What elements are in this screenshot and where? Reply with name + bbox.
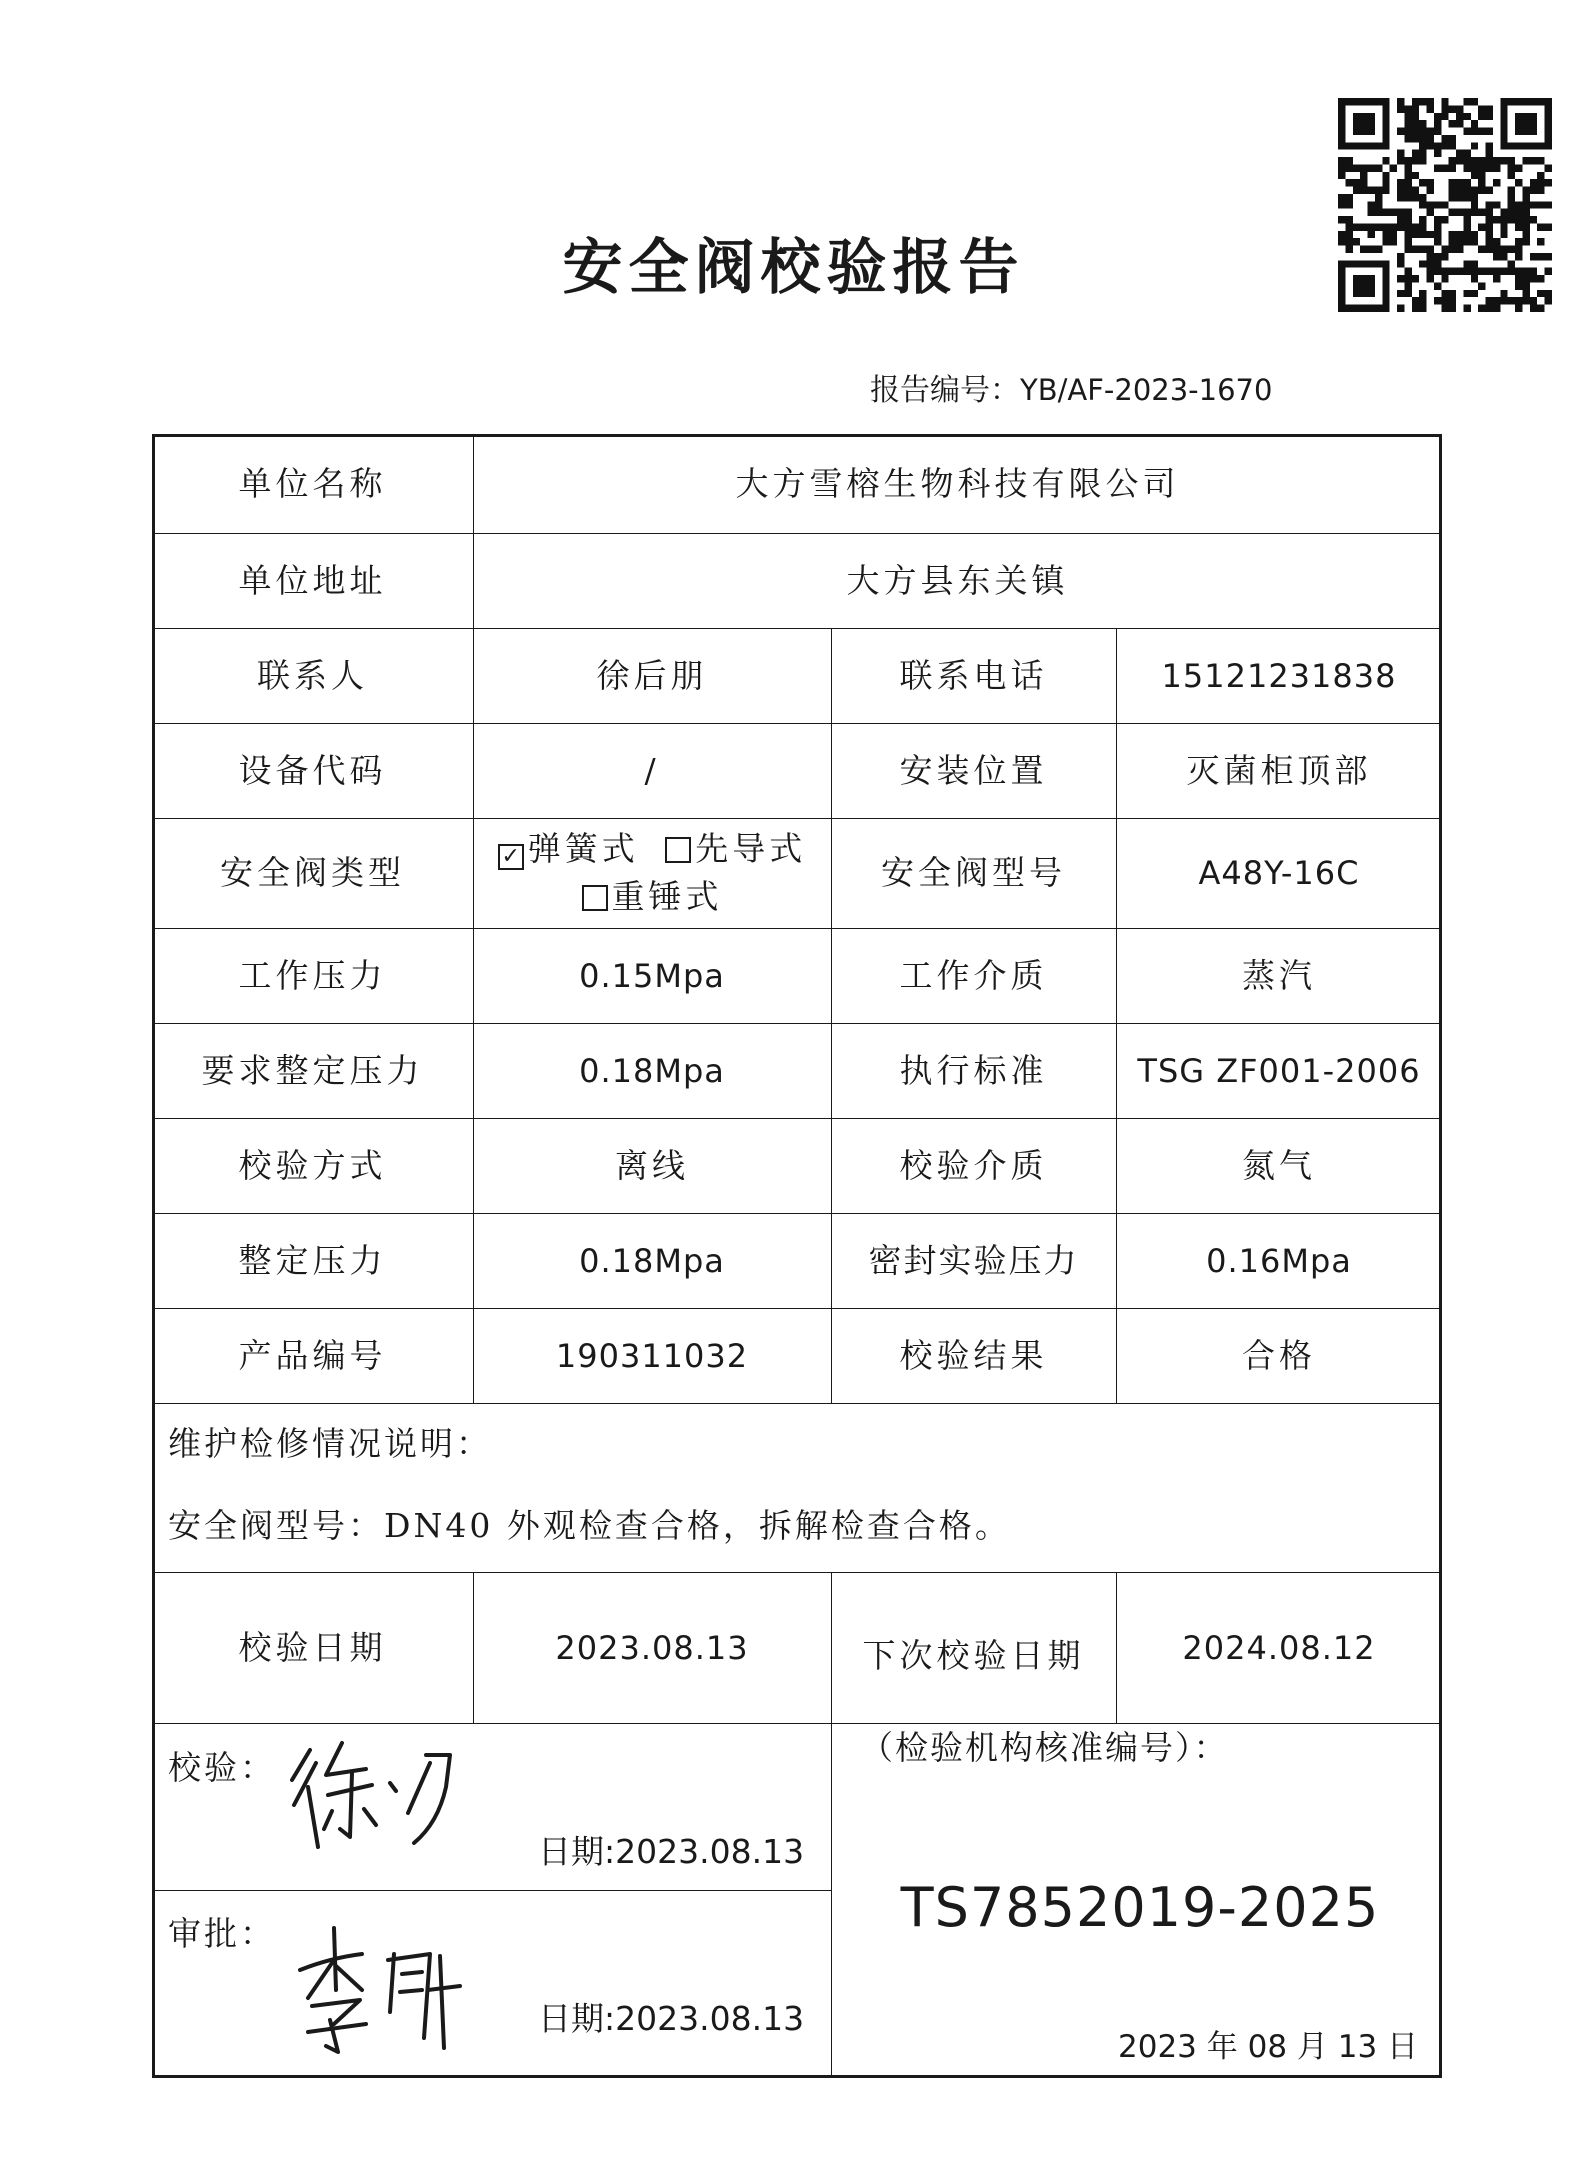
test-method-label: 校验方式: [238, 1145, 387, 1185]
unit-name-label: 单位名称: [238, 463, 387, 503]
working-medium-value: 蒸汽: [1242, 955, 1316, 995]
equipment-code-label: 设备代码: [238, 750, 387, 790]
install-location-label: 安装位置: [899, 750, 1048, 790]
table-rule: [152, 1723, 1442, 1724]
institution-label: （检验机构核准编号）：: [860, 1728, 1229, 1767]
inspector-label: 校验：: [168, 1748, 276, 1787]
approver-label: 审批：: [168, 1914, 276, 1953]
phone-value: 15121231838: [1161, 656, 1397, 695]
unit-address-value: 大方县东关镇: [846, 560, 1069, 600]
standard-value: TSG ZF001-2006: [1137, 1051, 1421, 1090]
table-rule: [152, 1403, 1442, 1404]
approver-date: 日期:2023.08.13: [538, 1999, 805, 2038]
maintenance-heading: 维护检修情况说明：: [168, 1424, 492, 1463]
required-set-pressure-label: 要求整定压力: [201, 1050, 424, 1090]
report-number-value: YB/AF-2023-1670: [1020, 373, 1273, 407]
valve-model-value: A48Y-16C: [1198, 854, 1360, 892]
standard-label: 执行标准: [899, 1050, 1048, 1090]
product-no-label: 产品编号: [238, 1335, 387, 1375]
product-no-value: 190311032: [555, 1336, 749, 1375]
test-date-value: 2023.08.13: [555, 1628, 749, 1667]
next-test-date-label: 下次校验日期: [862, 1635, 1085, 1675]
test-result-value: 合格: [1242, 1335, 1316, 1375]
contact-label: 联系人: [257, 655, 368, 695]
working-pressure-label: 工作压力: [238, 955, 387, 995]
inspector-date: 日期:2023.08.13: [538, 1832, 805, 1871]
test-date-label: 校验日期: [238, 1627, 387, 1667]
table-rule: [152, 1890, 832, 1891]
test-medium-value: 氮气: [1242, 1145, 1316, 1185]
unit-name-value: 大方雪榕生物科技有限公司: [735, 463, 1180, 503]
checkbox-pilot[interactable]: [665, 837, 691, 863]
required-set-pressure-value: 0.18Mpa: [579, 1051, 725, 1090]
valve-type-label: 安全阀类型: [220, 853, 405, 892]
valve-type-options: [473, 818, 831, 928]
option-spring-label: 弹簧式: [527, 829, 639, 868]
phone-label: 联系电话: [899, 655, 1048, 695]
seal-test-pressure-value: 0.16Mpa: [1206, 1241, 1352, 1280]
equipment-code-value: /: [644, 750, 660, 790]
working-medium-label: 工作介质: [899, 955, 1048, 995]
contact-value: 徐后朋: [596, 655, 708, 695]
report-number: [870, 370, 1272, 411]
next-test-date-value: 2024.08.12: [1182, 1628, 1376, 1667]
set-pressure-value: 0.18Mpa: [579, 1241, 725, 1280]
test-result-label: 校验结果: [899, 1335, 1048, 1375]
test-medium-label: 校验介质: [899, 1145, 1048, 1185]
report-number-label: 报告编号：: [870, 373, 1020, 408]
set-pressure-label: 整定压力: [238, 1240, 387, 1280]
approver-signature: [290, 1920, 490, 2060]
inspector-signature: [280, 1725, 490, 1855]
institution-number: TS7852019-2025: [900, 1876, 1380, 1939]
install-location-value: 灭菌柜顶部: [1186, 750, 1372, 790]
seal-test-pressure-label: 密封实验压力: [868, 1240, 1079, 1280]
valve-type-line-1: [498, 825, 807, 873]
valve-type-line-2: [582, 873, 723, 921]
institution-date: 2023 年 08 月 13 日: [1118, 2029, 1419, 2065]
option-pilot-label: 先导式: [695, 829, 807, 868]
test-method-value: 离线: [615, 1145, 689, 1185]
unit-address-label: 单位地址: [238, 560, 387, 600]
working-pressure-value: 0.15Mpa: [579, 956, 725, 995]
option-deadweight-label: 重锤式: [611, 877, 723, 916]
checkbox-spring[interactable]: ✓: [498, 844, 524, 870]
report-title: 安全阀校验报告: [562, 233, 1025, 303]
maintenance-text: 安全阀型号：DN40 外观检查合格，拆解检查合格。: [168, 1506, 1011, 1545]
valve-model-label: 安全阀型号: [881, 853, 1066, 892]
checkbox-deadweight[interactable]: [582, 885, 608, 911]
